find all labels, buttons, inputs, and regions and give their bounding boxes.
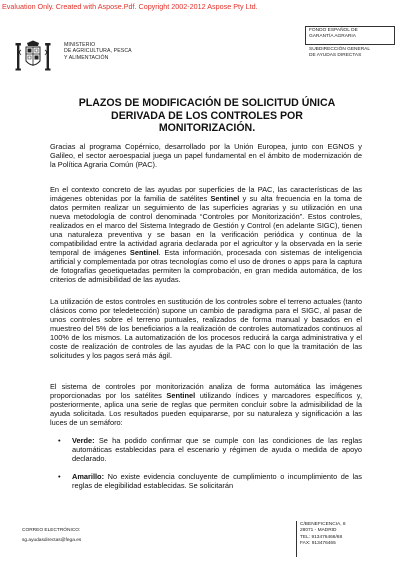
- ministry-line: Y ALIMENTACIÓN: [64, 54, 109, 61]
- email-address: sg.ayudasdirectas@fega.es: [22, 537, 82, 543]
- phone-line: TEL: 913476466/68: [300, 534, 343, 540]
- bold-run: Sentinel: [210, 194, 240, 204]
- bullet-text: [72, 436, 362, 463]
- bullet-icon: •: [58, 472, 61, 481]
- address-line: C/BENEFICENCIA, 8: [300, 522, 346, 527]
- title-line: DERIVADA DE LOS CONTROLES POR: [111, 109, 303, 122]
- footer-divider: [296, 521, 297, 557]
- ministry-name: [64, 42, 132, 61]
- subdir-line: SUBDIRECCIÓN GENERAL: [309, 47, 371, 52]
- evaluation-watermark: Evaluation Only. Created with Aspose.Pdf. Copyright 2002-2012 Aspose Pty Ltd.: [2, 2, 258, 11]
- coat-of-arms-logo: [14, 40, 52, 74]
- footer-address: [300, 522, 346, 547]
- footer-contact: [22, 526, 81, 545]
- bullet-icon: •: [58, 436, 61, 445]
- paragraph-context: [50, 185, 362, 285]
- address-line: 28071 - MADRID: [300, 528, 337, 534]
- email-label: CORREO ELECTRÓNICO:: [22, 528, 81, 533]
- title-line: MONITORIZACIÓN.: [158, 122, 256, 135]
- bullet-body: No existe evidencia concluyente de cumplimiento o incumplimiento de las reglas de elegibilidad establecidas. Se solicitarán: [72, 472, 362, 491]
- ministry-line: MINISTERIO: [64, 42, 96, 48]
- subdir-line: DE AYUDAS DIRECTAS: [309, 52, 362, 58]
- paragraph-copernico: Gracias al programa Copérnico, desarrollado por la Unión Europea, junto con EGNOS y Galileo, el sector aeroespacial juega un papel fundamental en el ámbito de modernización de la Política Agraria Común (PAC).: [50, 142, 362, 170]
- ministry-line: DE AGRICULTURA, PESCA: [64, 48, 132, 55]
- bold-run: Sentinel: [129, 248, 159, 258]
- document-title: [40, 97, 374, 135]
- fondo-espanol-label: [309, 28, 358, 40]
- fondo-line: FONDO ESPAÑOL DE: [309, 28, 358, 33]
- bullet-body: Se ha podido confirmar que se cumple con las condiciones de las reglas automáticas establecidas para el escenario y régimen de ayuda o medida de apoyo declarado.: [72, 436, 362, 464]
- paragraph-sistema: [50, 382, 362, 427]
- fondo-line: GARANTÍA AGRARIA: [309, 33, 356, 39]
- bullet-text: [72, 472, 362, 490]
- bullet-label: Amarillo:: [72, 472, 105, 481]
- text-run: El sistema de controles por monitorización analiza de forma automática las imágenes proporcionadas por los satélites: [50, 382, 362, 401]
- subdireccion-label: [309, 47, 370, 59]
- bullet-label: Verde:: [72, 436, 95, 445]
- text-run: En el contexto concreto de las ayudas por superficies de la PAC, las características de las imágenes obtenidas por la familia de satélites: [50, 185, 362, 204]
- paragraph-utilizacion: La utilización de estos controles en sustitución de los controles sobre el terreno actuales (tanto clásicos como por teledetección) supone un cambio de paradigma para el SIGC, al pasar de unos controles sobre el terreno puntuales, realizados de forma manual y basados en el muestreo del 5% de los beneficiarios a la realización de controles automatizados continuos al 100% de los mismos. La automatización de los procesos reducirá la carga administrativa y el coste de realización de controles de las ayudas de la PAC con lo que la tramitación de las solicitudes y los pagos será más ágil.: [50, 297, 362, 361]
- fax-line: FAX: 913476465: [300, 540, 336, 546]
- text-run: y su alta frecuencia en la toma de datos permiten realizar un seguimiento de las superficies agrarias y su utilización en una nueva metodología de control denominada “Controles por Monitorización”. Estos controles, realizados en el marco del Sistema Integrado de Gestión y Control (en adelante SIGC), tienen una naturaleza preventiva y se basan en la verificación periódica y continua de la compatibilidad entre la actividad agraria declarada por el agricultor y la observada en la serie temporal de imágenes: [50, 194, 362, 258]
- title-line: PLAZOS DE MODIFICACIÓN DE SOLICITUD ÚNICA: [78, 97, 336, 109]
- text-run: . Esta información, procesada con sistemas de inteligencia artificial y complementada por otras tecnologías como el uso de drones o apps para la captura de fotografías geoetiquetadas permiten la comprobación, en gran medida automática, de los criterios de admisibilidad de las ayudas.: [50, 248, 362, 285]
- bold-run: Sentinel: [166, 391, 196, 401]
- list-item-amarillo: [58, 472, 362, 490]
- list-item-verde: [58, 436, 362, 463]
- text-run: utilizando índices y marcadores específicos y, posteriormente, aplica una serie de reglas que permiten concluir sobre la admisibilidad de la ayuda solicitada. Los resultados pueden equipararse, por su naturaleza y significación a las luces de un semáforo:: [50, 391, 362, 428]
